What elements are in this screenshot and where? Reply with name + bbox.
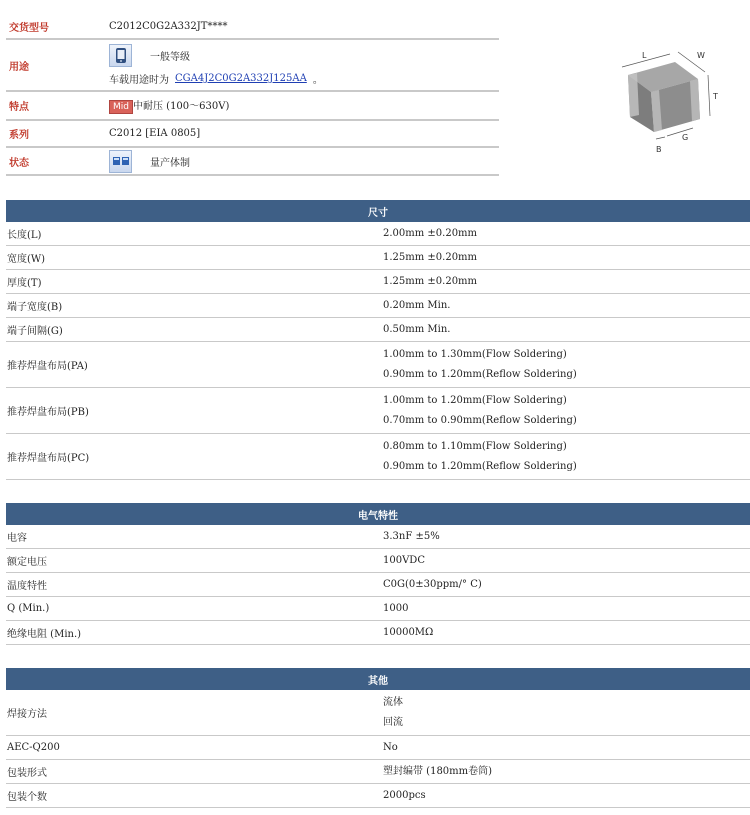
- table-row: [6, 246, 750, 270]
- row-value-line: 100VDC: [383, 554, 425, 566]
- mobile-device-icon: [109, 44, 132, 67]
- row-key: 焊接方法: [7, 709, 47, 720]
- part-number-label: 交货型号: [9, 22, 49, 34]
- row-key: 温度特性: [7, 581, 47, 592]
- row-value-line: 1.25mm ±0.20mm: [383, 251, 478, 263]
- row-value: [383, 784, 750, 807]
- dimensions-table: [6, 200, 750, 480]
- chip-label-b: B: [656, 145, 662, 154]
- row-value: [383, 222, 750, 245]
- chip-label-l: L: [642, 51, 647, 60]
- row-value-line: 1.00mm to 1.30mm(Flow Soldering): [383, 348, 567, 360]
- usage-grade-line: [109, 42, 499, 68]
- row-value: [383, 434, 750, 479]
- row-value-line: 1.25mm ±0.20mm: [383, 275, 478, 287]
- row-value-line: 塑封编带 (180mm卷筒): [383, 765, 493, 777]
- row-key: 绝缘电阻 (Min.): [7, 629, 82, 640]
- automotive-prefix: 车载用途时为: [109, 74, 169, 86]
- row-value: [383, 760, 750, 783]
- row-value-line: 1000: [383, 602, 409, 614]
- other-header: 其他: [6, 668, 750, 690]
- row-key: 推荐焊盘布局(PA): [7, 361, 88, 372]
- row-value-line: 1.00mm to 1.20mm(Flow Soldering): [383, 394, 567, 406]
- automotive-suffix: 。: [312, 74, 323, 86]
- chip-label-t: T: [713, 92, 718, 101]
- row-value-line: C0G(0±30ppm/° C): [383, 578, 482, 590]
- chip-dimension-illustration: [612, 42, 727, 157]
- row-value: [383, 549, 750, 572]
- table-row: [6, 573, 750, 597]
- automotive-part-link[interactable]: CGA4J2C0G2A332J125AA: [175, 72, 307, 84]
- row-value: [383, 246, 750, 269]
- row-value-line: 流体: [383, 696, 403, 708]
- row-value-line: 0.20mm Min.: [383, 299, 451, 311]
- row-value-line: 0.90mm to 1.20mm(Reflow Soldering): [383, 460, 577, 472]
- electrical-header: 电气特性: [6, 503, 750, 525]
- product-info-table: [6, 14, 499, 176]
- row-value: [383, 270, 750, 293]
- table-row: [6, 270, 750, 294]
- row-value-line: 0.50mm Min.: [383, 323, 451, 335]
- row-value-line: 2000pcs: [383, 789, 426, 801]
- row-key: 端子宽度(B): [7, 302, 63, 313]
- usage-label: 用途: [9, 61, 29, 73]
- table-row: [6, 525, 750, 549]
- row-key: 包装个数: [7, 792, 47, 803]
- table-row: [6, 318, 750, 342]
- mass-production-icon: [109, 150, 132, 173]
- table-row: [6, 736, 750, 760]
- row-key: 推荐焊盘布局(PC): [7, 453, 90, 464]
- row-value: [383, 621, 750, 644]
- table-row: [6, 342, 750, 388]
- row-value: [383, 525, 750, 548]
- row-key: Q (Min.): [7, 603, 50, 614]
- feature-label: 特点: [9, 102, 29, 113]
- row-key: 额定电压: [7, 557, 47, 568]
- chip-label-g: G: [682, 133, 689, 142]
- row-key: 宽度(W): [7, 254, 46, 265]
- row-key: 电容: [7, 533, 27, 544]
- row-value-line: 0.70mm to 0.90mm(Reflow Soldering): [383, 414, 577, 426]
- row-value-line: 0.80mm to 1.10mm(Flow Soldering): [383, 440, 567, 452]
- row-key: 长度(L): [7, 230, 42, 241]
- table-row: [6, 621, 750, 645]
- automotive-usage-line: [109, 68, 499, 88]
- row-key: AEC-Q200: [7, 742, 60, 753]
- other-table: [6, 668, 750, 808]
- row-value-line: 3.3nF ±5%: [383, 530, 440, 542]
- table-row: [6, 597, 750, 621]
- series-value: C2012 [EIA 0805]: [109, 128, 201, 139]
- row-value: [383, 573, 750, 596]
- feature-value: 中耐压 (100～630V): [132, 101, 230, 112]
- series-label: 系列: [9, 130, 29, 141]
- status-row: [6, 148, 499, 176]
- table-row: [6, 294, 750, 318]
- row-value: [383, 342, 750, 387]
- table-row: [6, 434, 750, 480]
- mid-voltage-badge: Mid: [109, 100, 133, 114]
- table-row: [6, 222, 750, 246]
- row-value: [383, 736, 750, 759]
- chip-label-w: W: [697, 51, 705, 60]
- row-value-line: 10000MΩ: [383, 626, 434, 638]
- table-row: [6, 388, 750, 434]
- row-value: [383, 690, 750, 735]
- row-key: 推荐焊盘布局(PB): [7, 407, 89, 418]
- usage-value: [109, 42, 499, 88]
- status-value: 量产体制: [150, 157, 190, 169]
- row-key: 厚度(T): [7, 278, 42, 289]
- row-key: 端子间隔(G): [7, 326, 63, 337]
- part-number-row: [6, 14, 499, 40]
- row-value: [383, 294, 750, 317]
- status-value-cell: [109, 150, 499, 173]
- row-value-line: 2.00mm ±0.20mm: [383, 227, 478, 239]
- usage-grade-text: 一般等级: [150, 51, 190, 63]
- row-value-line: No: [383, 741, 398, 753]
- row-value: [383, 388, 750, 433]
- table-row: [6, 549, 750, 573]
- table-row: [6, 760, 750, 784]
- table-row: [6, 784, 750, 808]
- feature-value-cell: [109, 97, 499, 114]
- series-row: [6, 121, 499, 148]
- row-key: 包装形式: [7, 768, 47, 779]
- row-value-line: 0.90mm to 1.20mm(Reflow Soldering): [383, 368, 577, 380]
- row-value: [383, 597, 750, 620]
- part-number-value: C2012C0G2A332JT****: [109, 20, 228, 32]
- usage-row: [6, 40, 499, 92]
- feature-row: [6, 92, 499, 121]
- row-value-line: 回流: [383, 716, 403, 728]
- row-value: [383, 318, 750, 341]
- dimensions-header: 尺寸: [6, 200, 750, 222]
- electrical-table: [6, 503, 750, 645]
- table-row: [6, 690, 750, 736]
- status-label: 状态: [9, 157, 29, 169]
